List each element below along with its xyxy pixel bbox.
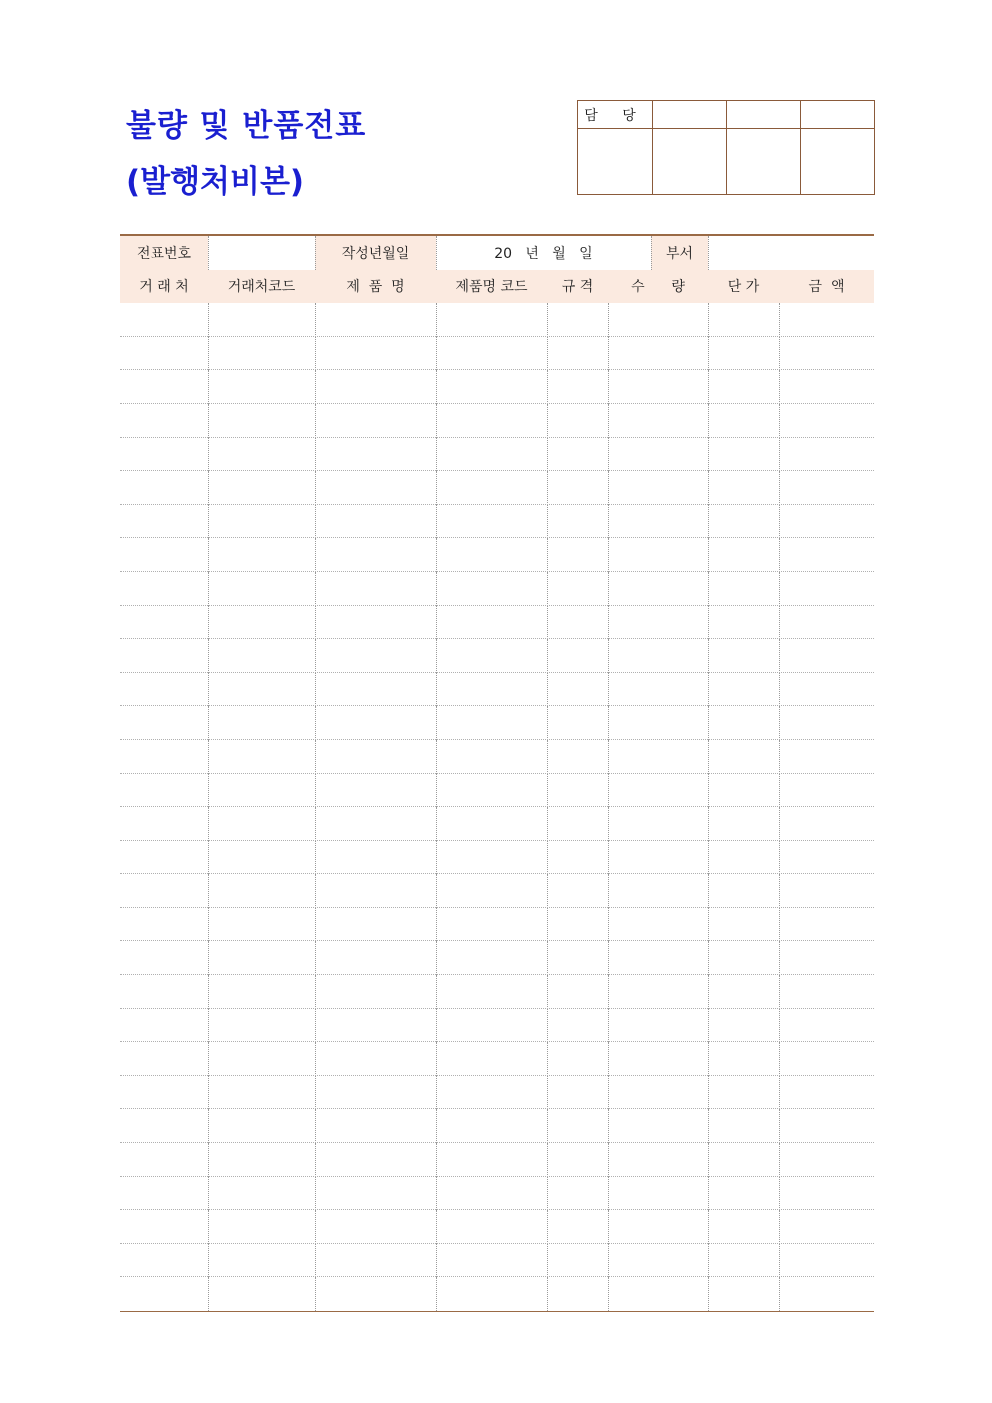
table-cell[interactable]: [547, 1076, 608, 1110]
table-cell[interactable]: [208, 740, 315, 774]
table-cell[interactable]: [120, 572, 208, 606]
table-row: [120, 639, 874, 673]
table-cell[interactable]: [608, 404, 708, 438]
table-cell[interactable]: [120, 505, 208, 539]
table-cell[interactable]: [608, 774, 708, 808]
table-cell[interactable]: [315, 1109, 436, 1143]
table-cell[interactable]: [779, 1076, 874, 1110]
table-cell[interactable]: [436, 606, 547, 640]
table-cell[interactable]: [779, 941, 874, 975]
column-header-row: [120, 270, 874, 304]
table-cell[interactable]: [120, 807, 208, 841]
table-cell[interactable]: [208, 807, 315, 841]
table-cell[interactable]: [779, 706, 874, 740]
table-cell[interactable]: [436, 908, 547, 942]
table-cell[interactable]: [436, 1277, 547, 1311]
table-cell[interactable]: [779, 538, 874, 572]
table-cell[interactable]: [120, 673, 208, 707]
table-row: [120, 505, 874, 539]
table-cell[interactable]: [708, 874, 779, 908]
table-cell[interactable]: [315, 740, 436, 774]
approval-box: [577, 100, 875, 195]
table-cell[interactable]: [547, 1210, 608, 1244]
table-cell[interactable]: [315, 572, 436, 606]
table-cell[interactable]: [547, 908, 608, 942]
table-cell[interactable]: [315, 1177, 436, 1211]
slip-no-field[interactable]: [208, 236, 315, 270]
table-row: [120, 1009, 874, 1043]
table-cell[interactable]: [547, 1177, 608, 1211]
table-cell[interactable]: [208, 471, 315, 505]
table-cell[interactable]: [315, 908, 436, 942]
table-cell[interactable]: [708, 639, 779, 673]
table-row: [120, 807, 874, 841]
table-row: [120, 1277, 874, 1311]
table-cell[interactable]: [315, 874, 436, 908]
table-cell[interactable]: [436, 370, 547, 404]
table-cell[interactable]: [120, 1109, 208, 1143]
table-cell[interactable]: [120, 1009, 208, 1043]
table-cell[interactable]: [436, 975, 547, 1009]
table-cell[interactable]: [120, 370, 208, 404]
table-cell[interactable]: [779, 1277, 874, 1311]
table-cell[interactable]: [315, 337, 436, 371]
table-cell[interactable]: [708, 807, 779, 841]
table-cell[interactable]: [708, 1076, 779, 1110]
table-cell[interactable]: [436, 673, 547, 707]
table-cell[interactable]: [608, 706, 708, 740]
approval-header-cell: [727, 101, 801, 129]
slip-table: [120, 234, 874, 1312]
table-cell[interactable]: [436, 941, 547, 975]
table-cell[interactable]: [436, 1042, 547, 1076]
table-cell[interactable]: [708, 774, 779, 808]
table-cell[interactable]: [708, 404, 779, 438]
slip-no-label: 전표번호: [120, 236, 208, 270]
table-body: [120, 303, 874, 1311]
table-cell[interactable]: [315, 975, 436, 1009]
table-cell[interactable]: [608, 673, 708, 707]
table-cell[interactable]: [708, 572, 779, 606]
table-cell[interactable]: [779, 908, 874, 942]
table-cell[interactable]: [779, 404, 874, 438]
approval-sign-cell[interactable]: [653, 129, 727, 195]
table-cell[interactable]: [208, 303, 315, 337]
table-cell[interactable]: [608, 1009, 708, 1043]
table-cell[interactable]: [315, 471, 436, 505]
table-cell[interactable]: [779, 303, 874, 337]
table-row: [120, 337, 874, 371]
table-row: [120, 438, 874, 472]
table-cell[interactable]: [315, 303, 436, 337]
column-header: 수 량: [631, 279, 685, 296]
table-cell[interactable]: [608, 438, 708, 472]
table-cell[interactable]: [436, 538, 547, 572]
table-cell[interactable]: [547, 807, 608, 841]
table-cell[interactable]: [708, 471, 779, 505]
table-cell[interactable]: [547, 572, 608, 606]
table-cell[interactable]: [436, 303, 547, 337]
table-cell[interactable]: [436, 572, 547, 606]
table-cell[interactable]: [315, 404, 436, 438]
table-cell[interactable]: [315, 706, 436, 740]
table-cell[interactable]: [436, 1177, 547, 1211]
table-cell[interactable]: [779, 606, 874, 640]
table-cell[interactable]: [779, 673, 874, 707]
table-cell[interactable]: [547, 1143, 608, 1177]
table-cell[interactable]: [120, 941, 208, 975]
table-cell[interactable]: [208, 538, 315, 572]
table-cell[interactable]: [608, 639, 708, 673]
table-cell[interactable]: [779, 774, 874, 808]
table-cell[interactable]: [547, 370, 608, 404]
table-cell[interactable]: [436, 505, 547, 539]
table-cell[interactable]: [120, 1042, 208, 1076]
table-cell[interactable]: [708, 1109, 779, 1143]
table-cell[interactable]: [608, 1143, 708, 1177]
table-cell[interactable]: [779, 572, 874, 606]
table-cell[interactable]: [608, 1177, 708, 1211]
table-cell[interactable]: [608, 1109, 708, 1143]
table-cell[interactable]: [208, 606, 315, 640]
table-cell[interactable]: [208, 1177, 315, 1211]
table-cell[interactable]: [779, 471, 874, 505]
table-row: [120, 303, 874, 337]
table-cell[interactable]: [608, 1277, 708, 1311]
table-cell[interactable]: [708, 841, 779, 875]
table-cell[interactable]: [608, 303, 708, 337]
table-row: [120, 774, 874, 808]
table-cell[interactable]: [315, 1244, 436, 1278]
table-cell[interactable]: [779, 807, 874, 841]
table-cell[interactable]: [608, 471, 708, 505]
table-cell[interactable]: [547, 1042, 608, 1076]
column-header: 거래처코드: [227, 279, 296, 296]
table-cell[interactable]: [708, 941, 779, 975]
dept-label: 부서: [651, 236, 708, 270]
table-cell[interactable]: [120, 740, 208, 774]
column-header: 제 품 명: [346, 279, 405, 296]
column-header: 규 격: [561, 279, 594, 296]
table-cell[interactable]: [208, 908, 315, 942]
table-cell[interactable]: [608, 807, 708, 841]
table-cell[interactable]: [208, 841, 315, 875]
table-cell[interactable]: [547, 774, 608, 808]
info-row: [120, 236, 874, 270]
table-cell[interactable]: [779, 975, 874, 1009]
table-cell[interactable]: [779, 438, 874, 472]
table-cell[interactable]: [547, 505, 608, 539]
table-cell[interactable]: [436, 1109, 547, 1143]
column-header: 거 래 처: [139, 279, 189, 296]
table-cell[interactable]: [608, 941, 708, 975]
table-cell[interactable]: [120, 1076, 208, 1110]
table-cell[interactable]: [708, 1042, 779, 1076]
table-cell[interactable]: [708, 538, 779, 572]
table-cell[interactable]: [547, 303, 608, 337]
table-cell[interactable]: [436, 706, 547, 740]
table-cell[interactable]: [120, 908, 208, 942]
table-cell[interactable]: [315, 1009, 436, 1043]
table-cell[interactable]: [208, 1143, 315, 1177]
table-cell[interactable]: [120, 841, 208, 875]
table-cell[interactable]: [708, 908, 779, 942]
table-cell[interactable]: [708, 673, 779, 707]
table-cell[interactable]: [708, 505, 779, 539]
table-cell[interactable]: [779, 337, 874, 371]
table-cell[interactable]: [436, 774, 547, 808]
table-cell[interactable]: [547, 438, 608, 472]
table-cell[interactable]: [120, 606, 208, 640]
table-cell[interactable]: [208, 505, 315, 539]
table-row: [120, 606, 874, 640]
table-row: [120, 1109, 874, 1143]
table-cell[interactable]: [708, 1009, 779, 1043]
table-row: [120, 1042, 874, 1076]
table-cell[interactable]: [608, 337, 708, 371]
table-cell[interactable]: [547, 471, 608, 505]
table-cell[interactable]: [208, 370, 315, 404]
table-cell[interactable]: [779, 740, 874, 774]
table-cell[interactable]: [779, 370, 874, 404]
table-cell[interactable]: [436, 404, 547, 438]
table-row: [120, 370, 874, 404]
approval-sign-cell[interactable]: [801, 129, 875, 195]
table-cell[interactable]: [208, 404, 315, 438]
table-cell[interactable]: [436, 1009, 547, 1043]
table-cell[interactable]: [120, 1244, 208, 1278]
table-cell[interactable]: [547, 538, 608, 572]
table-cell[interactable]: [208, 941, 315, 975]
table-cell[interactable]: [547, 941, 608, 975]
table-row: [120, 975, 874, 1009]
table-cell[interactable]: [708, 606, 779, 640]
table-cell[interactable]: [608, 1244, 708, 1278]
table-cell[interactable]: [779, 1143, 874, 1177]
table-cell[interactable]: [547, 404, 608, 438]
table-cell[interactable]: [315, 774, 436, 808]
table-cell[interactable]: [315, 807, 436, 841]
table-cell[interactable]: [708, 1143, 779, 1177]
table-cell[interactable]: [779, 1177, 874, 1211]
table-cell[interactable]: [120, 1210, 208, 1244]
table-cell[interactable]: [708, 706, 779, 740]
column-header: 단 가: [727, 279, 760, 296]
table-cell[interactable]: [120, 774, 208, 808]
table-cell[interactable]: [547, 606, 608, 640]
table-row: [120, 1143, 874, 1177]
table-row: [120, 841, 874, 875]
table-cell[interactable]: [708, 337, 779, 371]
document-title: 불량 및 반품전표: [126, 108, 367, 144]
table-cell[interactable]: [779, 1210, 874, 1244]
table-cell[interactable]: [708, 975, 779, 1009]
table-cell[interactable]: [120, 706, 208, 740]
table-cell[interactable]: [436, 1076, 547, 1110]
table-cell[interactable]: [708, 1210, 779, 1244]
table-cell[interactable]: [608, 1210, 708, 1244]
table-cell[interactable]: [436, 1210, 547, 1244]
document-subtitle: (발행처비본): [126, 164, 305, 200]
table-cell[interactable]: [120, 975, 208, 1009]
table-cell[interactable]: [315, 370, 436, 404]
table-cell[interactable]: [208, 1210, 315, 1244]
approval-header-cell: [653, 101, 727, 129]
table-cell[interactable]: [547, 673, 608, 707]
table-cell[interactable]: [708, 370, 779, 404]
table-cell[interactable]: [315, 606, 436, 640]
table-cell[interactable]: [208, 639, 315, 673]
table-cell[interactable]: [315, 1143, 436, 1177]
table-cell[interactable]: [779, 505, 874, 539]
approval-sign-cell[interactable]: [578, 129, 653, 195]
table-cell[interactable]: [208, 337, 315, 371]
table-cell[interactable]: [436, 807, 547, 841]
table-cell[interactable]: [120, 874, 208, 908]
table-cell[interactable]: [208, 1042, 315, 1076]
table-cell[interactable]: [208, 874, 315, 908]
table-row: [120, 404, 874, 438]
table-cell[interactable]: [547, 706, 608, 740]
table-cell[interactable]: [708, 1177, 779, 1211]
table-cell[interactable]: [315, 1277, 436, 1311]
table-cell[interactable]: [436, 740, 547, 774]
table-cell[interactable]: [779, 1042, 874, 1076]
table-row: [120, 1210, 874, 1244]
table-cell[interactable]: [208, 706, 315, 740]
table-cell[interactable]: [436, 874, 547, 908]
table-row: [120, 1076, 874, 1110]
table-cell[interactable]: [608, 908, 708, 942]
table-row: [120, 706, 874, 740]
table-cell[interactable]: [315, 673, 436, 707]
date-label: 작성년월일: [315, 236, 436, 270]
table-cell[interactable]: [208, 975, 315, 1009]
table-cell[interactable]: [608, 874, 708, 908]
table-cell[interactable]: [436, 841, 547, 875]
table-cell[interactable]: [208, 1109, 315, 1143]
table-cell[interactable]: [608, 606, 708, 640]
table-cell[interactable]: [120, 404, 208, 438]
table-row: [120, 673, 874, 707]
table-cell[interactable]: [120, 1143, 208, 1177]
table-cell[interactable]: [315, 505, 436, 539]
table-row: [120, 1177, 874, 1211]
table-cell[interactable]: [547, 1009, 608, 1043]
table-cell[interactable]: [315, 1210, 436, 1244]
table-cell[interactable]: [779, 639, 874, 673]
table-cell[interactable]: [608, 1076, 708, 1110]
table-cell[interactable]: [120, 639, 208, 673]
table-row: [120, 740, 874, 774]
table-row: [120, 538, 874, 572]
table-row: [120, 874, 874, 908]
table-cell[interactable]: [315, 1076, 436, 1110]
table-cell[interactable]: [208, 1244, 315, 1278]
table-cell[interactable]: [120, 303, 208, 337]
date-field[interactable]: 20 년 월 일: [494, 245, 593, 262]
dept-field[interactable]: [708, 236, 874, 270]
table-cell[interactable]: [779, 1244, 874, 1278]
table-cell[interactable]: [436, 1143, 547, 1177]
table-cell[interactable]: [547, 1244, 608, 1278]
table-cell[interactable]: [120, 438, 208, 472]
table-cell[interactable]: [208, 1009, 315, 1043]
table-cell[interactable]: [547, 639, 608, 673]
table-cell[interactable]: [547, 1277, 608, 1311]
table-cell[interactable]: [315, 639, 436, 673]
column-header: 제품명 코드: [455, 279, 528, 296]
table-cell[interactable]: [315, 538, 436, 572]
table-cell[interactable]: [315, 941, 436, 975]
table-cell[interactable]: [547, 841, 608, 875]
table-cell[interactable]: [547, 740, 608, 774]
table-cell[interactable]: [208, 438, 315, 472]
table-cell[interactable]: [608, 538, 708, 572]
table-cell[interactable]: [208, 1076, 315, 1110]
table-cell[interactable]: [208, 1277, 315, 1311]
table-cell[interactable]: [779, 841, 874, 875]
table-row: [120, 1244, 874, 1278]
table-cell[interactable]: [547, 337, 608, 371]
table-cell[interactable]: [208, 774, 315, 808]
table-cell[interactable]: [708, 438, 779, 472]
table-cell[interactable]: [608, 1042, 708, 1076]
table-cell[interactable]: [120, 1177, 208, 1211]
approval-label: 담 당: [578, 101, 653, 129]
table-cell[interactable]: [315, 438, 436, 472]
table-cell[interactable]: [547, 975, 608, 1009]
table-cell[interactable]: [208, 673, 315, 707]
column-header: 금 액: [808, 279, 845, 296]
table-cell[interactable]: [708, 1277, 779, 1311]
table-cell[interactable]: [436, 471, 547, 505]
table-cell[interactable]: [208, 572, 315, 606]
table-cell[interactable]: [120, 538, 208, 572]
table-cell[interactable]: [608, 370, 708, 404]
table-cell[interactable]: [608, 572, 708, 606]
table-cell[interactable]: [608, 505, 708, 539]
table-cell[interactable]: [779, 874, 874, 908]
table-cell[interactable]: [608, 841, 708, 875]
table-cell[interactable]: [708, 740, 779, 774]
table-cell[interactable]: [708, 1244, 779, 1278]
table-row: [120, 572, 874, 606]
table-cell[interactable]: [436, 438, 547, 472]
table-cell[interactable]: [436, 1244, 547, 1278]
table-cell[interactable]: [708, 303, 779, 337]
table-cell[interactable]: [436, 337, 547, 371]
table-cell[interactable]: [315, 841, 436, 875]
table-cell[interactable]: [315, 1042, 436, 1076]
approval-header-cell: [801, 101, 875, 129]
approval-sign-cell[interactable]: [727, 129, 801, 195]
table-cell[interactable]: [608, 975, 708, 1009]
table-cell[interactable]: [547, 874, 608, 908]
table-row: [120, 908, 874, 942]
table-cell[interactable]: [120, 471, 208, 505]
table-cell[interactable]: [120, 337, 208, 371]
table-row: [120, 471, 874, 505]
table-row: [120, 941, 874, 975]
table-cell[interactable]: [608, 740, 708, 774]
table-cell[interactable]: [547, 1109, 608, 1143]
table-cell[interactable]: [779, 1109, 874, 1143]
table-cell[interactable]: [779, 1009, 874, 1043]
table-cell[interactable]: [120, 1277, 208, 1311]
table-cell[interactable]: [436, 639, 547, 673]
